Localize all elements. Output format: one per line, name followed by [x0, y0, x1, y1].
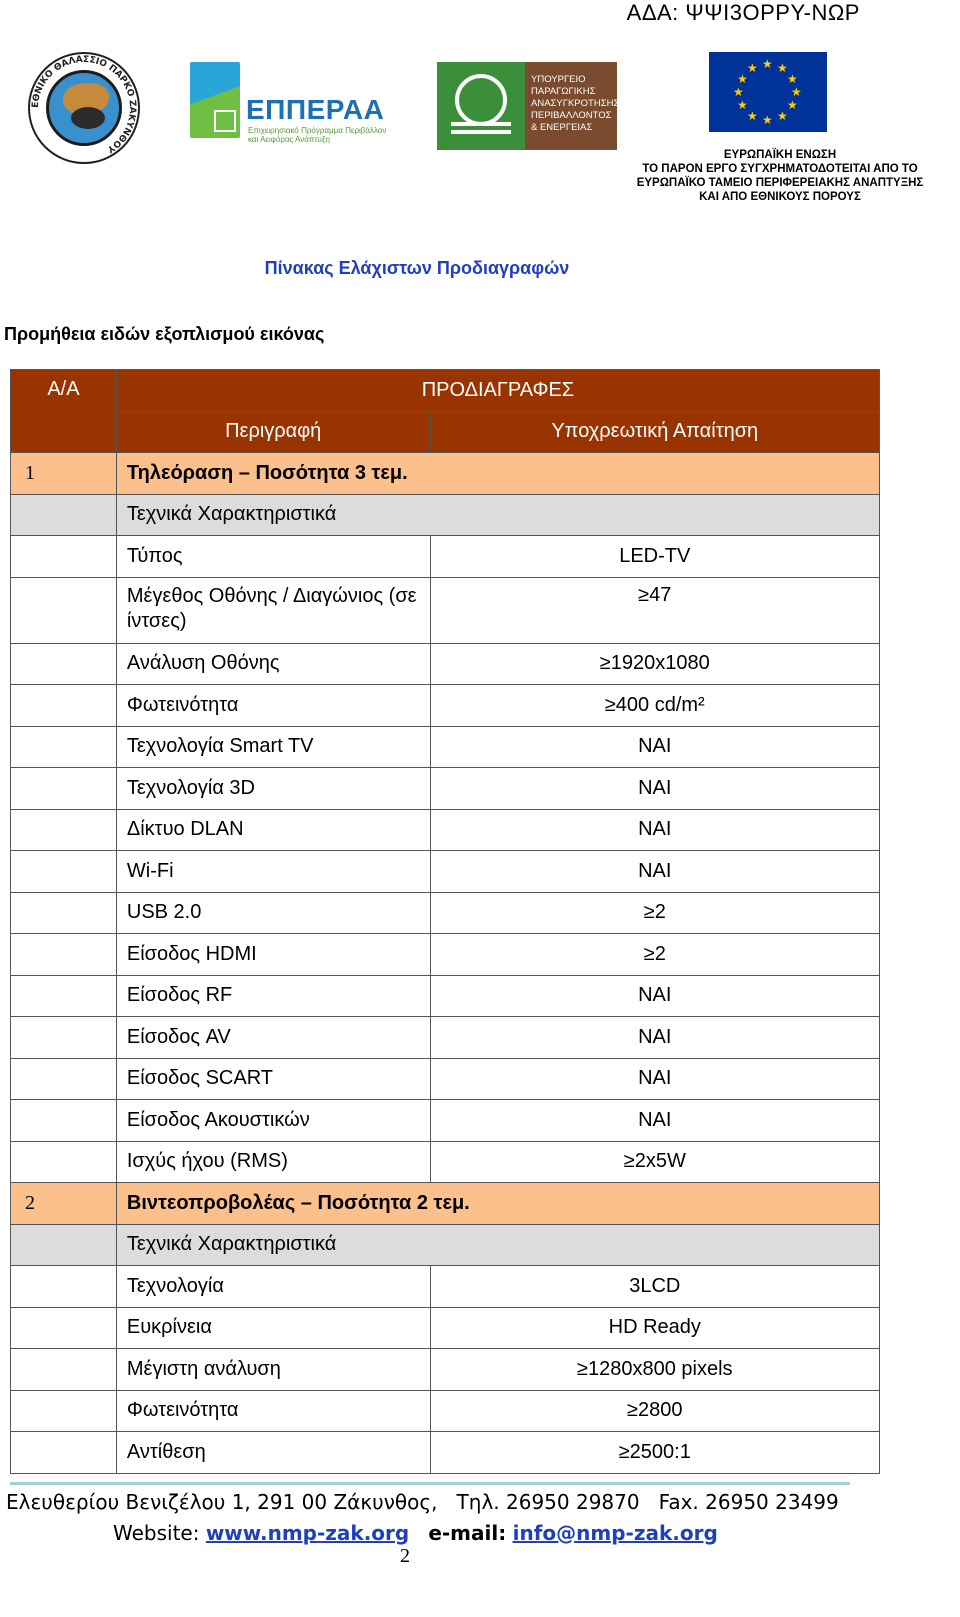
- spec-value: ΝΑΙ: [430, 726, 879, 768]
- logo-bar: [0, 44, 960, 214]
- group-title: Τεχνικά Χαρακτηριστικά: [116, 1224, 879, 1266]
- svg-text:ΕΘΝΙΚΟ ΘΑΛΑΣΣΙΟ ΠΑΡΚΟ ΖΑΚΥΝΘΟΥ: ΕΘΝΙΚΟ ΘΑΛΑΣΣΙΟ ΠΑΡΚΟ ΖΑΚΥΝΘΟΥ: [30, 54, 138, 155]
- section-number: 2: [11, 1183, 117, 1225]
- table-row: [11, 1058, 880, 1100]
- spec-label: Αντίθεση: [116, 1432, 430, 1474]
- spec-value: ≥2: [430, 892, 879, 934]
- table-row: [11, 934, 880, 976]
- spec-value: 3LCD: [430, 1266, 879, 1308]
- table-row: [11, 851, 880, 893]
- spec-value: ΝΑΙ: [430, 851, 879, 893]
- email-link[interactable]: info@nmp-zak.org: [512, 1521, 718, 1545]
- table-header-row: [11, 370, 880, 412]
- park-ring-text: [28, 52, 140, 164]
- ministry-emblem-icon: [437, 62, 525, 150]
- group-title: Τεχνικά Χαρακτηριστικά: [116, 494, 879, 536]
- email-label: e-mail:: [428, 1521, 507, 1545]
- specs-table: [10, 369, 880, 1474]
- eu-flag-icon: ★ ★ ★ ★ ★ ★ ★ ★ ★ ★ ★ ★: [709, 52, 827, 132]
- section-row-tv: [11, 453, 880, 495]
- table-row: [11, 1266, 880, 1308]
- section-number: 1: [11, 453, 117, 495]
- spec-value: LED-TV: [430, 536, 879, 578]
- group-row: [11, 1224, 880, 1266]
- spec-value: HD Ready: [430, 1307, 879, 1349]
- spec-label: Φωτεινότητα: [116, 1390, 430, 1432]
- website-label: Website:: [113, 1521, 200, 1545]
- table-row: [11, 577, 880, 643]
- website-link[interactable]: www.nmp-zak.org: [205, 1521, 410, 1545]
- spec-label: Τεχνολογία: [116, 1266, 430, 1308]
- spec-label: Είσοδος HDMI: [116, 934, 430, 976]
- spec-value: ΝΑΙ: [430, 975, 879, 1017]
- table-row: [11, 1100, 880, 1142]
- spec-value: ≥47: [430, 577, 879, 643]
- epperaa-logo: ΕΠΠΕΡΑΑ Επιχειρησιακό Πρόγραμμα Περιβάλλον και Αειφόρος Ανάπτυξη: [190, 62, 380, 142]
- spec-label: Είσοδος RF: [116, 975, 430, 1017]
- section-row-projector: [11, 1183, 880, 1225]
- spec-value: ΝΑΙ: [430, 1058, 879, 1100]
- page-number: 2: [400, 1545, 410, 1567]
- footer-contact: [6, 1490, 839, 1514]
- ministry-logo: [437, 62, 620, 150]
- spec-value: ≥1280x800 pixels: [430, 1349, 879, 1391]
- epperaa-mark-icon: [190, 62, 240, 138]
- section-title: Βιντεοπροβολέας – Ποσότητα 2 τεμ.: [116, 1183, 879, 1225]
- spec-label: Είσοδος AV: [116, 1017, 430, 1059]
- spec-value: ΝΑΙ: [430, 1100, 879, 1142]
- col-specs-header: ΠΡΟΔΙΑΓΡΑΦΕΣ: [116, 370, 879, 412]
- spec-value: ≥2500:1: [430, 1432, 879, 1474]
- eu-funding-text: ΕΥΡΩΠΑΪΚΗ ΕΝΩΣΗ ΤΟ ΠΑΡΟΝ ΕΡΓΟ ΣΥΓΧΡΗΜΑΤΟΔΟΤΕΙΤΑΙ ΑΠΟ ΤΟ ΕΥΡΩΠΑΪΚΟ ΤΑΜΕΙΟ ΠΕΡΙΦΕΡΕΙΑΚΗΣ ΑΝΑΠΤΥΞΗΣ ΚΑΙ ΑΠΟ ΕΘΝΙΚΟΥΣ ΠΟΡΟΥΣ: [636, 149, 924, 203]
- spec-label: Δίκτυο DLAN: [116, 809, 430, 851]
- table-row: [11, 1017, 880, 1059]
- spec-label: Είσοδος SCART: [116, 1058, 430, 1100]
- spec-value: ΝΑΙ: [430, 768, 879, 810]
- table-row: [11, 726, 880, 768]
- spec-label: Ισχύς ήχου (RMS): [116, 1141, 430, 1183]
- table-row: [11, 1390, 880, 1432]
- spec-value: ΝΑΙ: [430, 809, 879, 851]
- document-subtitle: Προμήθεια ειδών εξοπλισμού εικόνας: [4, 324, 325, 344]
- col-desc-header: Περιγραφή: [116, 411, 430, 453]
- marine-park-logo: [28, 52, 140, 164]
- table-row: [11, 685, 880, 727]
- spec-label: Τύπος: [116, 536, 430, 578]
- ada-code: ΑΔΑ: ΨΨΙ3ΟΡΡΥ-ΝΩΡ: [626, 0, 860, 25]
- spec-label: Τεχνολογία 3D: [116, 768, 430, 810]
- spec-label: Φωτεινότητα: [116, 685, 430, 727]
- spec-label: Wi-Fi: [116, 851, 430, 893]
- table-subheader-row: [11, 411, 880, 453]
- spec-label: Μέγιστη ανάλυση: [116, 1349, 430, 1391]
- table-row: [11, 809, 880, 851]
- footer-phone: Τηλ. 26950 29870: [456, 1490, 640, 1514]
- spec-label: Τεχνολογία Smart TV: [116, 726, 430, 768]
- table-row: [11, 1432, 880, 1474]
- table-row: [11, 1141, 880, 1183]
- spec-label: Είσοδος Ακουστικών: [116, 1100, 430, 1142]
- group-row: [11, 494, 880, 536]
- spec-value: ΝΑΙ: [430, 1017, 879, 1059]
- section-title: Τηλεόραση – Ποσότητα 3 τεμ.: [116, 453, 879, 495]
- spec-value: ≥2: [430, 934, 879, 976]
- table-row: [11, 1349, 880, 1391]
- spec-value: ≥1920x1080: [430, 643, 879, 685]
- spec-label: Μέγεθος Οθόνης / Διαγώνιος (σε ίντσες): [116, 577, 430, 643]
- footer-address: Ελευθερίου Βενιζέλου 1, 291 00 Ζάκυνθος,: [6, 1490, 438, 1514]
- footer-links: [113, 1521, 718, 1545]
- table-row: [11, 643, 880, 685]
- spec-value: ≥2800: [430, 1390, 879, 1432]
- ministry-name: ΥΠΟΥΡΓΕΙΟ ΠΑΡΑΓΩΓΙΚΗΣ ΑΝΑΣΥΓΚΡΟΤΗΣΗΣ ΠΕΡΙΒΑΛΛΟΝΤΟΣ & ΕΝΕΡΓΕΙΑΣ: [525, 62, 617, 150]
- table-row: [11, 768, 880, 810]
- footer-divider: [10, 1482, 850, 1485]
- footer-fax: Fax. 26950 23499: [658, 1490, 839, 1514]
- table-row: [11, 892, 880, 934]
- col-aa-header: Α/Α: [11, 370, 117, 453]
- spec-value: ≥400 cd/m²: [430, 685, 879, 727]
- table-row: [11, 536, 880, 578]
- spec-value: ≥2x5W: [430, 1141, 879, 1183]
- table-row: [11, 975, 880, 1017]
- table-row: [11, 1307, 880, 1349]
- col-req-header: Υποχρεωτική Απαίτηση: [430, 411, 879, 453]
- document-title: Πίνακας Ελάχιστων Προδιαγραφών: [264, 258, 570, 278]
- spec-label: USB 2.0: [116, 892, 430, 934]
- spec-label: Ανάλυση Οθόνης: [116, 643, 430, 685]
- spec-label: Ευκρίνεια: [116, 1307, 430, 1349]
